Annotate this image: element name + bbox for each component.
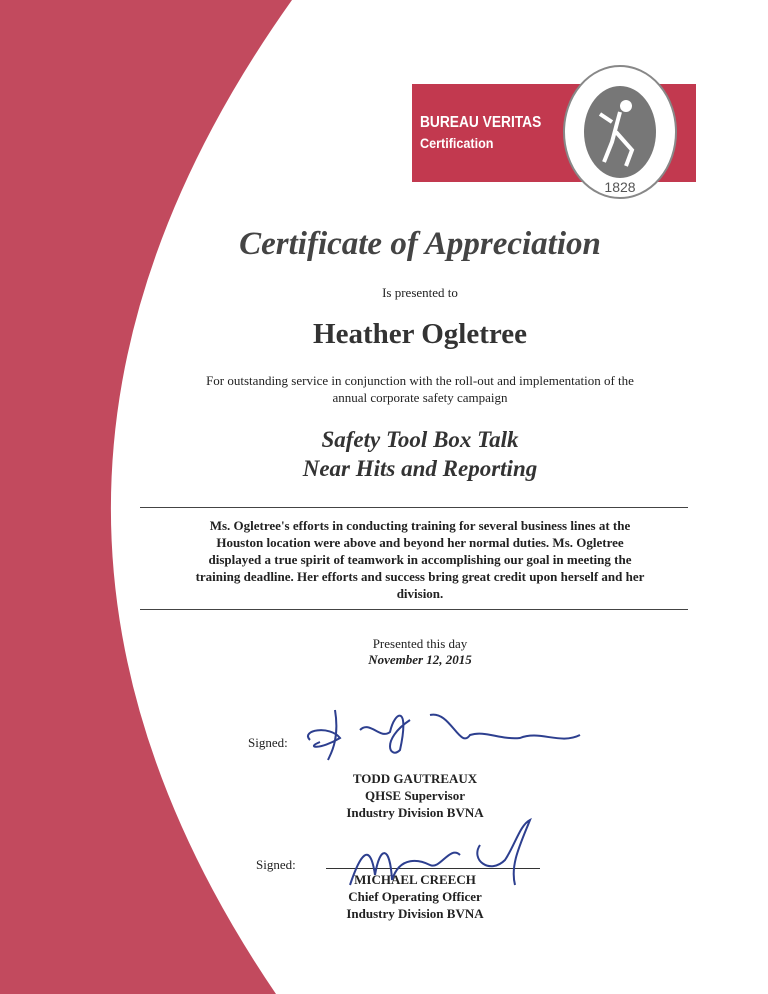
signature-todd-gautreaux <box>300 700 590 770</box>
bureau-veritas-seal-icon <box>560 62 680 202</box>
divider-bottom <box>140 609 688 610</box>
paragraph-line: training deadline. Her efforts and success bring great credit upon herself and her <box>195 569 645 584</box>
signer-1-block <box>300 770 530 821</box>
svg-text:1828: 1828 <box>604 179 636 195</box>
paragraph-line: displayed a true spirit of teamwork in accomplishing our goal in meeting the <box>208 552 632 567</box>
signer-1-title: QHSE Supervisor <box>364 788 466 803</box>
signer-2-name: MICHAEL CREECH <box>354 872 476 887</box>
description-paragraph <box>150 517 690 602</box>
paragraph-line: Houston location were above and beyond her normal duties. Ms. Ogletree <box>216 535 624 550</box>
divider-top <box>140 507 688 508</box>
signer-2-org: Industry Division BVNA <box>346 906 484 921</box>
signed-label-2: Signed: <box>256 857 296 872</box>
recipient-name: Heather Ogletree <box>313 318 527 350</box>
subject-line-1: Safety Tool Box Talk <box>321 427 519 452</box>
certificate-title: Certificate of Appreciation <box>239 226 601 262</box>
presented-to-text: Is presented to <box>382 285 458 300</box>
signer-2-title: Chief Operating Officer <box>348 889 482 904</box>
signer-1-name: TODD GAUTREAUX <box>352 771 478 786</box>
logo-sub-text: Certification <box>420 135 494 151</box>
signer-1-org: Industry Division BVNA <box>346 805 484 820</box>
award-date: November 12, 2015 <box>368 652 472 667</box>
reason-line-2: annual corporate safety campaign <box>332 390 508 405</box>
logo-brand-text: BUREAU VERITAS <box>420 114 542 131</box>
paragraph-line: division. <box>396 586 444 601</box>
signed-label-1: Signed: <box>248 735 288 750</box>
subject-line-2: Near Hits and Reporting <box>302 456 538 481</box>
presented-day-text: Presented this day <box>372 636 468 651</box>
reason-line-1: For outstanding service in conjunction with the roll-out and implementation of the <box>206 373 634 388</box>
signer-2-block <box>300 871 530 922</box>
paragraph-line: Ms. Ogletree's efforts in conducting training for several business lines at the <box>209 518 631 533</box>
